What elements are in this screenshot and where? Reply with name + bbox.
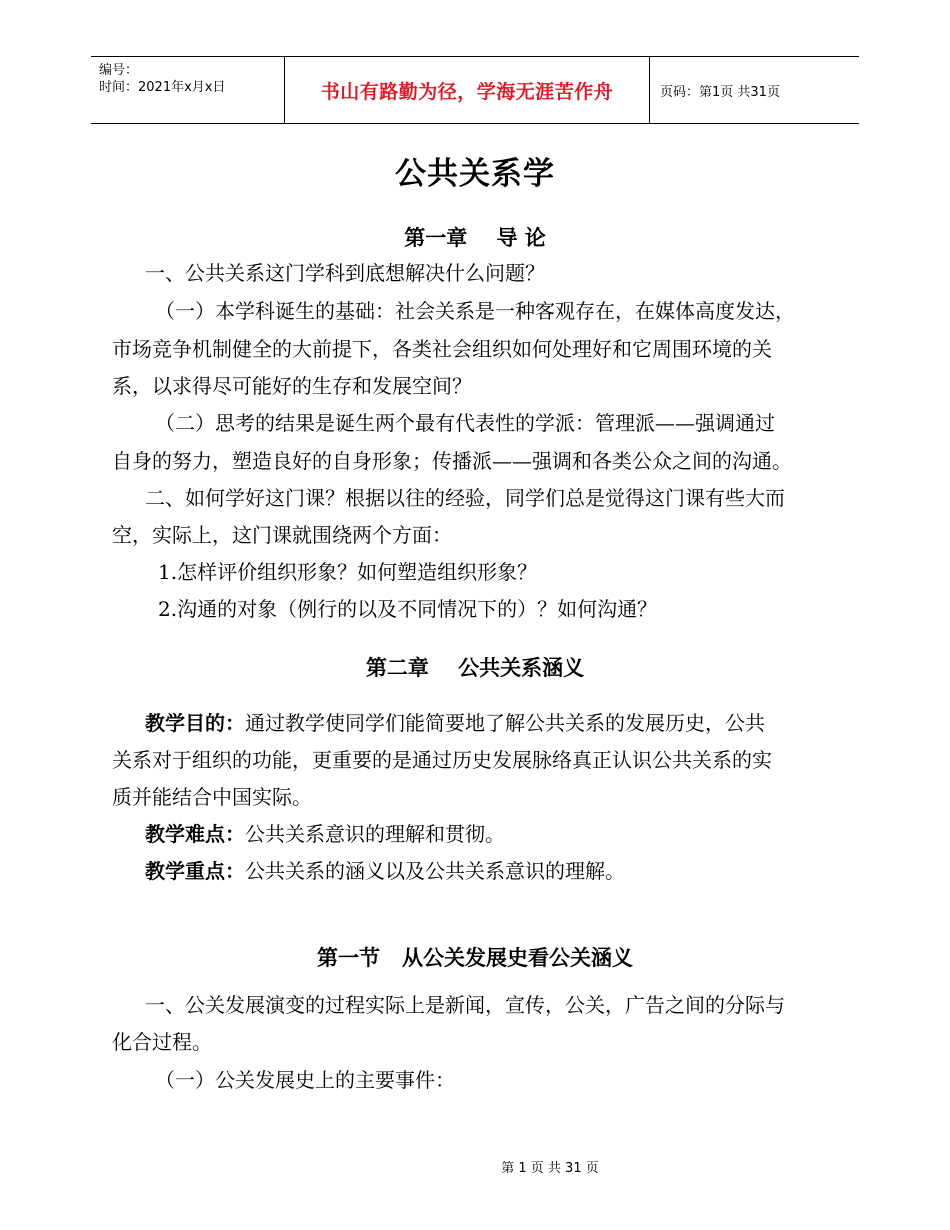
header-meta xyxy=(91,57,285,123)
teaching-goal-label: 教学目的： xyxy=(145,711,245,735)
list-item: 1.怎样评价组织形象？如何塑造组织形象？ xyxy=(158,560,538,584)
teaching-goal xyxy=(145,711,765,735)
time-label: 时间：2021年x月x日 xyxy=(99,80,226,95)
paragraph-line: （一）公关发展史上的主要事件： xyxy=(155,1068,455,1092)
document-header xyxy=(91,56,859,124)
teaching-difficulty-label: 教学难点： xyxy=(145,822,245,846)
chapter2-heading: 第二章 公共关系涵义 xyxy=(365,656,585,680)
section1-heading: 第一节 从公关发展史看公关涵义 xyxy=(317,946,633,970)
teaching-difficulty xyxy=(145,822,505,846)
paragraph-line: 化合过程。 xyxy=(112,1030,212,1054)
teaching-focus-label: 教学重点： xyxy=(145,859,245,883)
teaching-focus-text: 公共关系的涵义以及公共关系意识的理解。 xyxy=(245,859,625,883)
chapter1-heading: 第一章 导 论 xyxy=(404,226,546,250)
teaching-focus xyxy=(145,859,625,883)
paragraph-line: （一）本学科诞生的基础：社会关系是一种客观存在，在媒体高度发达， xyxy=(155,299,795,323)
paragraph-line: 系，以求得尽可能好的生存和发展空间？ xyxy=(112,374,472,398)
teaching-goal-text: 通过教学使同学们能简要地了解公共关系的发展历史，公共 xyxy=(245,711,765,735)
header-page-info: 页码：第1页 共31页 xyxy=(660,84,780,100)
paragraph-line: （二）思考的结果是诞生两个最有代表性的学派：管理派——强调通过 xyxy=(155,411,775,435)
number-label: 编号： xyxy=(99,63,139,78)
paragraph-line: 一、公关发展演变的过程实际上是新闻，宣传，公关，广告之间的分际与 xyxy=(145,993,785,1017)
header-motto: 书山有路勤为径，学海无涯苦作舟 xyxy=(285,57,650,123)
paragraph-line: 空，实际上，这门课就围绕两个方面： xyxy=(112,523,452,547)
paragraph-line: 一、公共关系这门学科到底想解决什么问题？ xyxy=(145,261,545,285)
paragraph-line: 自身的努力，塑造良好的自身形象；传播派——强调和各类公众之间的沟通。 xyxy=(112,449,792,473)
paragraph-line: 关系对于组织的功能，更重要的是通过历史发展脉络真正认识公共关系的实 xyxy=(112,748,772,772)
paragraph-line: 市场竞争机制健全的大前提下，各类社会组织如何处理好和它周围环境的关 xyxy=(112,337,772,361)
teaching-difficulty-text: 公共关系意识的理解和贯彻。 xyxy=(245,822,505,846)
list-item: 2.沟通的对象（例行的以及不同情况下的）？如何沟通？ xyxy=(158,597,658,621)
paragraph-line: 质并能结合中国实际。 xyxy=(112,785,312,809)
document-title: 公共关系学 xyxy=(395,156,555,192)
paragraph-line: 二、如何学好这门课？根据以往的经验，同学们总是觉得这门课有些大而 xyxy=(145,486,785,510)
page-footer: 第 1 页 共 31 页 xyxy=(501,1161,599,1176)
